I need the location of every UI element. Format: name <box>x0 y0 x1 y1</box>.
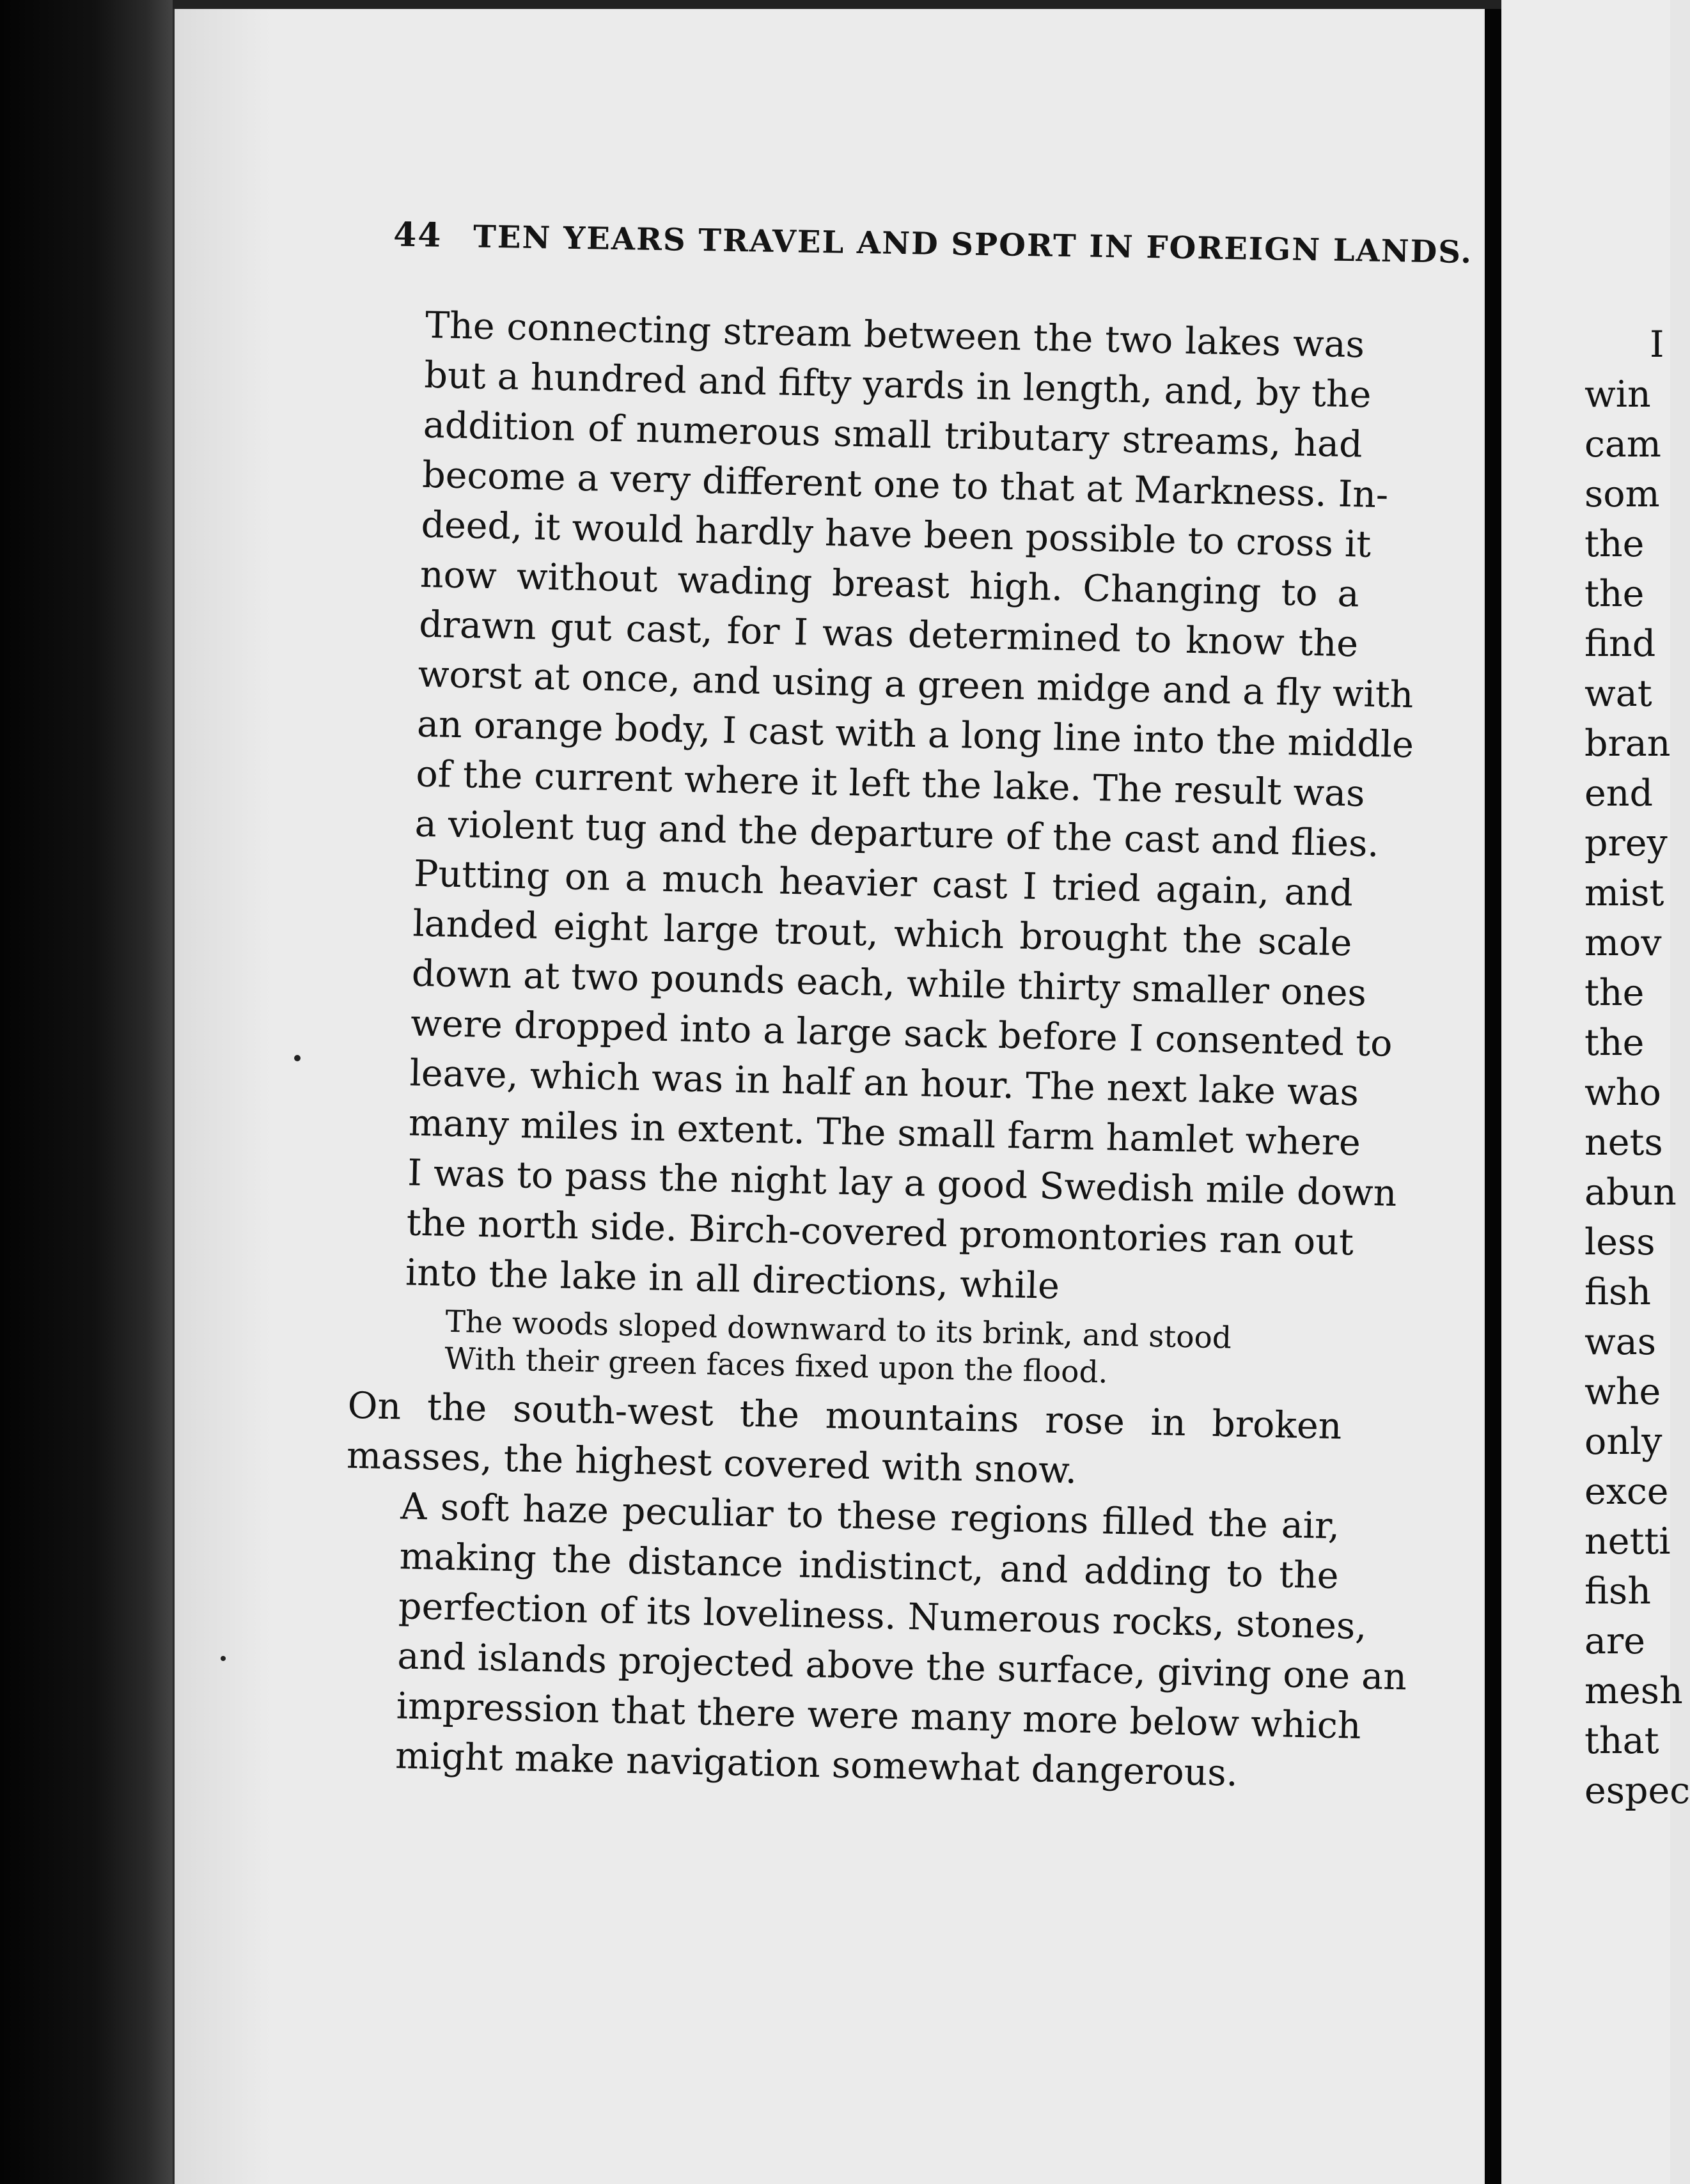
text-line: A soft haze peculiar to these regions filled the air, <box>400 1485 1340 1548</box>
verse-quotation <box>444 1304 1344 1396</box>
facing-line: fish <box>1584 1271 1651 1313</box>
facing-line: the <box>1584 972 1645 1014</box>
text-line: addition of numerous small tributary streams, had <box>423 403 1363 466</box>
facing-line: prey <box>1584 822 1668 864</box>
text-line: but a hundred and fifty yards in length, and, by the <box>423 354 1372 416</box>
facing-line: the <box>1584 523 1645 565</box>
text-line: On the south-west the mountains rose in broken <box>347 1384 1343 1448</box>
facing-line: was <box>1584 1321 1657 1363</box>
text-line: an orange body, I cast with a long line into the middle <box>416 703 1414 767</box>
text-line: drawn gut cast, for I was determined to know the <box>418 603 1359 666</box>
facing-line: wat <box>1584 673 1652 715</box>
facing-page-text <box>1584 320 1690 1816</box>
text-line: leave, which was in half an hour. The next lake was <box>409 1052 1359 1114</box>
facing-line: the <box>1584 573 1645 615</box>
facing-line: bran <box>1584 722 1671 765</box>
facing-line: fish <box>1584 1570 1651 1612</box>
text-line: impression that there were many more below which <box>396 1685 1362 1747</box>
text-line: I was to pass the night lay a good Swedish mile down <box>407 1151 1397 1215</box>
facing-line: abun <box>1584 1171 1677 1213</box>
facing-line: mesh <box>1584 1670 1683 1712</box>
book-gutter <box>1485 0 1501 2184</box>
facing-line: win <box>1584 373 1651 416</box>
text-line: landed eight large trout, which brought the scale <box>412 902 1352 965</box>
text-line: were dropped into a large sack before I consented to <box>410 1002 1393 1065</box>
facing-line: who <box>1584 1072 1661 1114</box>
text-line: of the current where it left the lake. The result was <box>415 753 1366 815</box>
facing-line: exce <box>1584 1470 1669 1513</box>
text-line: a violent tug and the departure of the cast and flies. <box>414 802 1380 866</box>
facing-line: less <box>1584 1221 1655 1263</box>
facing-line: that <box>1584 1720 1659 1762</box>
print-speck <box>294 1055 301 1061</box>
facing-line: are <box>1584 1620 1645 1662</box>
scan-top-edge <box>173 0 1670 9</box>
text-line: and islands projected above the surface, giving one an <box>396 1635 1407 1699</box>
facing-line: espec <box>1584 1770 1690 1812</box>
print-speck <box>221 1656 226 1661</box>
text-line: might make navigation somewhat dangerous. <box>395 1735 1239 1795</box>
page-torn-edge <box>173 0 270 2184</box>
text-line: The connecting stream between the two lakes was <box>425 304 1365 366</box>
text-line: deed, it would hardly have been possible to cross it <box>420 503 1372 566</box>
scan-dark-edge <box>0 0 173 2184</box>
verse-line: The woods sloped downward to its brink, and stood <box>444 1304 1232 1356</box>
text-line: the north side. Birch-covered promontories ran out <box>406 1201 1354 1264</box>
verse-line: With their green faces fixed upon the flood. <box>444 1341 1109 1391</box>
facing-line: cam <box>1584 423 1661 465</box>
facing-line: only <box>1584 1421 1663 1463</box>
page-number: 44 <box>393 215 442 255</box>
text-line: become a very different one to that at Markness. In- <box>421 453 1389 517</box>
facing-line: the <box>1584 1022 1645 1064</box>
facing-line: som <box>1584 473 1660 515</box>
text-line: masses, the highest covered with snow. <box>346 1434 1077 1492</box>
text-line: into the lake in all directions, while <box>405 1251 1060 1307</box>
facing-line: I <box>1650 324 1664 366</box>
text-line: Putting on a much heavier cast I tried again, and <box>413 852 1354 915</box>
facing-line: netti <box>1584 1520 1671 1563</box>
text-line: now without wading breast high. Changing to a <box>419 553 1360 616</box>
paragraph-2 <box>350 848 1397 1317</box>
facing-line: mov <box>1584 922 1662 964</box>
text-line: perfection of its loveliness. Numerous rocks, stones, <box>398 1585 1368 1648</box>
facing-line: nets <box>1584 1121 1663 1164</box>
paragraph-1 <box>359 299 1414 868</box>
text-line: worst at once, and using a green midge and a fly with <box>418 653 1414 717</box>
paragraph-4 <box>340 1481 1407 1800</box>
text-line: making the distance indistinct, and adding to the <box>399 1535 1340 1598</box>
text-line: many miles in extent. The small farm hamlet where <box>408 1102 1361 1164</box>
running-head-title: TEN YEARS TRAVEL AND SPORT IN FOREIGN LANDS. <box>473 219 1473 271</box>
facing-line: find <box>1584 623 1656 665</box>
facing-line: whe <box>1584 1371 1661 1413</box>
facing-line: mist <box>1584 872 1664 914</box>
body-text <box>340 299 1414 1800</box>
text-line: down at two pounds each, while thirty smaller ones <box>411 952 1367 1015</box>
facing-line: end <box>1584 772 1653 815</box>
